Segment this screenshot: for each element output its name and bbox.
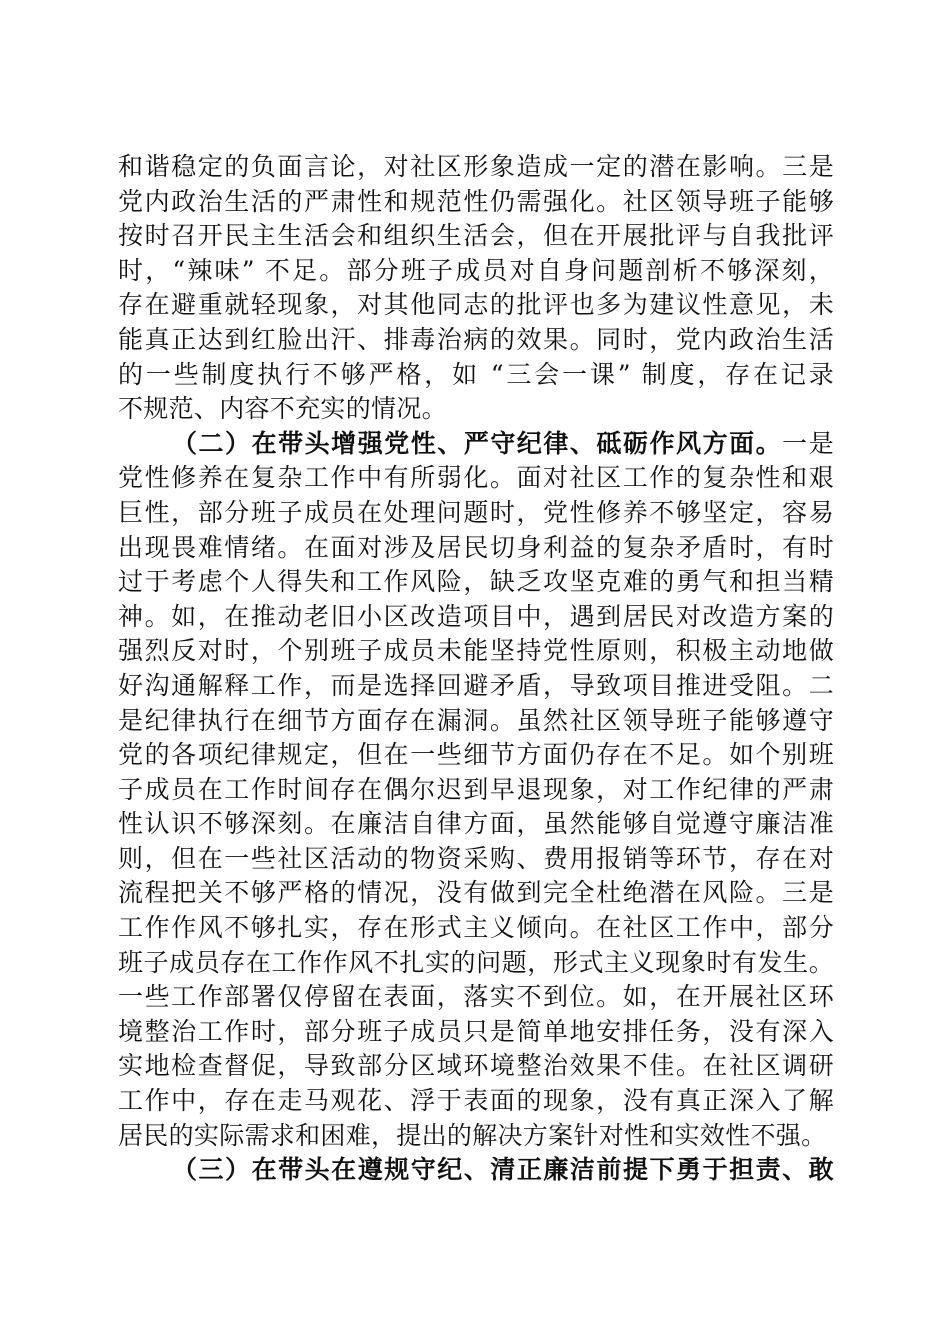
text-line: 按时召开民主生活会和组织生活会，但在开展批评与自我批评: [118, 221, 834, 251]
section-heading: （二）在带头增强党性、严守纪律、砥砺作风方面。: [172, 428, 783, 458]
document-body: [118, 150, 834, 1188]
section-heading-line: [118, 427, 834, 462]
text-line: 时，“辣味” 不足。部分班子成员对自身问题剖析不够深刻，: [118, 255, 834, 285]
text-line: 境整治工作时，部分班子成员只是简单地安排任务，没有深入: [118, 1016, 834, 1046]
text-fragment: 一是: [782, 428, 835, 458]
text-line: 巨性，部分班子成员在处理问题时，党性修养不够坚定，容易: [118, 497, 834, 527]
section-three-paragraph: [118, 1153, 834, 1188]
text-line: 强烈反对时，个别班子成员未能坚持党性原则，积极主动地做: [118, 636, 834, 666]
text-line: 工作作风不够扎实，存在形式主义倾向。在社区工作中，部分: [118, 913, 834, 943]
text-line: 能真正达到红脸出汗、排毒治病的效果。同时，党内政治生活: [118, 324, 834, 354]
text-line: 居民的实际需求和困难，提出的解决方案针对性和实效性不强。: [118, 1120, 827, 1150]
text-line: 则，但在一些社区活动的物资采购、费用报销等环节，存在对: [118, 843, 834, 873]
text-line: 流程把关不够严格的情况，没有做到完全杜绝潜在风险。三是: [118, 878, 834, 908]
paragraph-continuation: [118, 150, 834, 427]
section-two-paragraph: [118, 427, 834, 1153]
text-line: 神。如，在推动老旧小区改造项目中，遇到居民对改造方案的: [118, 601, 834, 631]
text-line: 过于考虑个人得失和工作风险，缺乏攻坚克难的勇气和担当精: [118, 567, 834, 597]
text-line: 党内政治生活的严肃性和规范性仍需强化。社区领导班子能够: [118, 186, 834, 216]
text-line: 不规范、内容不充实的情况。: [118, 394, 447, 424]
text-line: 出现畏难情绪。在面对涉及居民切身利益的复杂矛盾时，有时: [118, 532, 834, 562]
text-line: 党性修养在复杂工作中有所弱化。面对社区工作的复杂性和艰: [118, 463, 834, 493]
text-line: 一些工作部署仅停留在表面，落实不到位。如，在开展社区环: [118, 982, 834, 1012]
text-line: 的一些制度执行不够严格，如 “三会一课” 制度，存在记录: [118, 359, 834, 389]
text-line: 好沟通解释工作，而是选择回避矛盾，导致项目推进受阻。二: [118, 670, 834, 700]
text-line: 存在避重就轻现象，对其他同志的批评也多为建议性意见，未: [118, 290, 834, 320]
section-heading: （三）在带头在遵规守纪、清正廉洁前提下勇于担责、敢: [172, 1155, 834, 1185]
text-line: 是纪律执行在细节方面存在漏洞。虽然社区领导班子能够遵守: [118, 705, 834, 735]
text-line: 实地检查督促，导致部分区域环境整治效果不佳。在社区调研: [118, 1051, 834, 1081]
text-line: 和谐稳定的负面言论，对社区形象造成一定的潜在影响。三是: [118, 152, 834, 181]
text-line: 性认识不够深刻。在廉洁自律方面，虽然能够自觉遵守廉洁准: [118, 809, 834, 839]
text-line: 子成员在工作时间存在偶尔迟到早退现象，对工作纪律的严肃: [118, 774, 834, 804]
text-line: 班子成员存在工作作风不扎实的问题，形式主义现象时有发生。: [118, 947, 834, 977]
section-heading-line: [118, 1153, 834, 1188]
text-line: 党的各项纪律规定，但在一些细节方面仍存在不足。如个别班: [118, 740, 834, 770]
text-line: 工作中，存在走马观花、浮于表面的现象，没有真正深入了解: [118, 1086, 834, 1116]
